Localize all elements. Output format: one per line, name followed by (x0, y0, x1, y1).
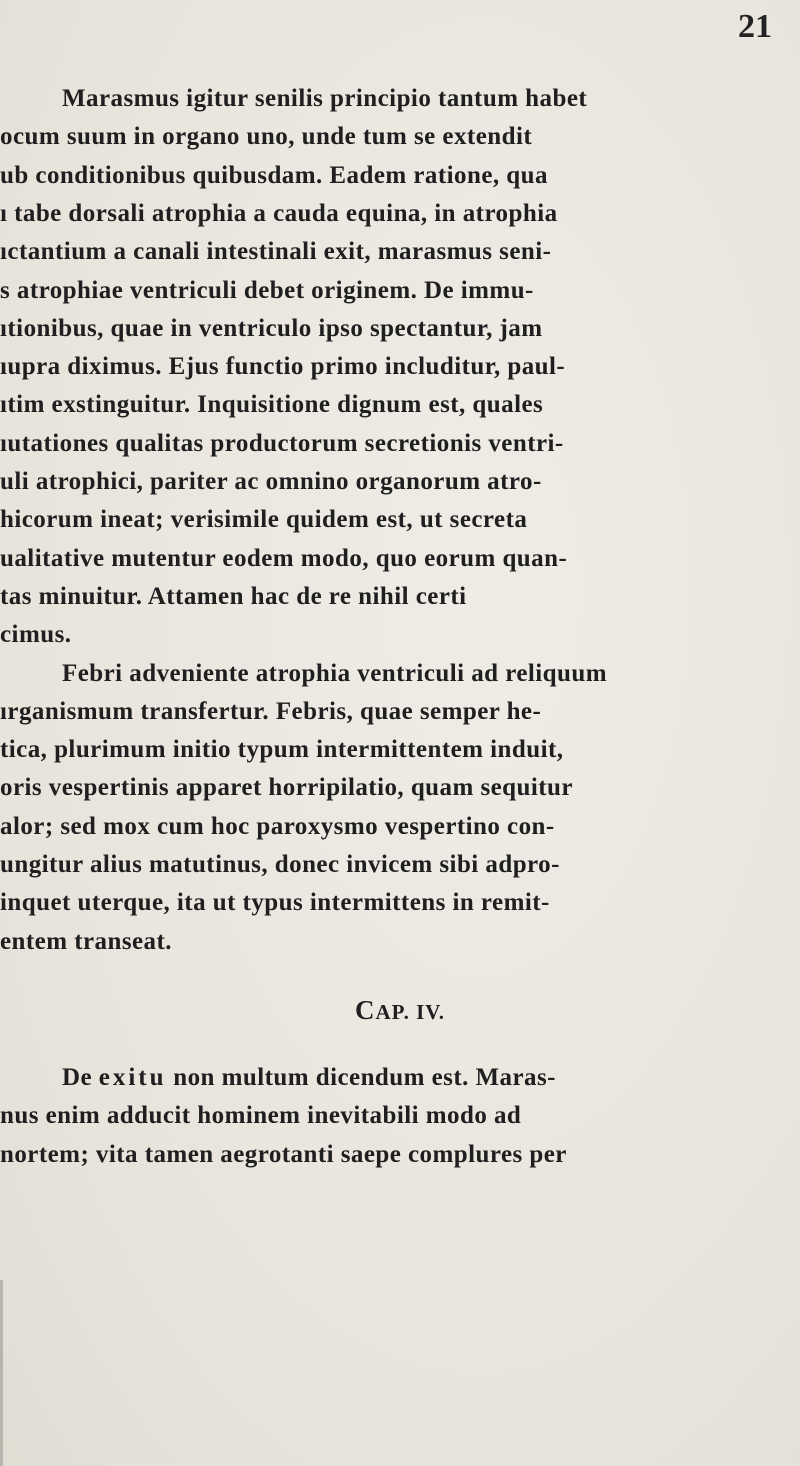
text-line: hicorum ineat; verisimile quidem est, ut secreta (0, 506, 528, 534)
text-line: ungitur alius matutinus, donec invicem sibi adpro- (0, 851, 560, 878)
page-binding-edge (0, 1280, 3, 1466)
text-line: tica, plurimum initio typum intermittentem induit, (0, 736, 564, 764)
chapter-heading-rest: AP. IV. (375, 999, 445, 1024)
text-line: s atrophiae ventriculi debet originem. De immu- (0, 276, 534, 304)
text-fragment: De (62, 1063, 93, 1091)
text-line: ıtionibus, quae in ventriculo ipso spectantur, jam (0, 314, 543, 342)
text-line: cimus. (0, 621, 72, 649)
chapter-heading (0, 995, 800, 1026)
text-line: ı tabe dorsali atrophia a cauda equina, in atrophia (0, 199, 558, 227)
spaced-emphasis-word: exitu (98, 1063, 167, 1091)
page-number: 21 (738, 8, 772, 45)
text-line: ualitative mutentur eodem modo, quo eorum quan- (0, 544, 568, 572)
text-line: oris vespertinis apparet horripilatio, quam sequitur (0, 774, 573, 802)
text-line: ıupra diximus. Ejus functio primo includitur, paul- (0, 353, 566, 381)
text-line: ub conditionibus quibusdam. Eadem ratione, qua (0, 161, 548, 189)
text-line (62, 1063, 556, 1093)
text-line: nortem; vita tamen aegrotanti saepe complures per (0, 1140, 567, 1168)
text-line: ocum suum in organo uno, unde tum se extendit (0, 123, 533, 151)
chapter-heading-capital: C (355, 994, 376, 1025)
text-line: uli atrophici, pariter ac omnino organorum atro- (0, 468, 542, 495)
text-fragment: non multum dicendum est. Maras- (173, 1063, 556, 1091)
text-line: alor; sed mox cum hoc paroxysmo vespertino con- (0, 812, 555, 840)
text-line: ırganismum transfertur. Febris, quae semper he- (0, 697, 542, 725)
text-line: Febri adveniente atrophia ventriculi ad reliquum (62, 659, 607, 687)
text-line: nus enim adducit hominem inevitabili modo ad (0, 1102, 522, 1130)
text-line: inquet uterque, ita ut typus intermittens in remit- (0, 889, 550, 917)
text-line: ıutationes qualitas productorum secretionis ventri- (0, 429, 564, 457)
text-line: tas minuitur. Attamen hac de re nihil certi (0, 582, 467, 610)
text-line: ıtim exstinguitur. Inquisitione dignum est, quales (0, 391, 544, 419)
text-line: Marasmus igitur senilis principio tantum habet (62, 85, 588, 112)
text-line: entem transeat. (0, 927, 172, 955)
text-line: ıctantium a canali intestinali exit, marasmus seni- (0, 238, 552, 266)
